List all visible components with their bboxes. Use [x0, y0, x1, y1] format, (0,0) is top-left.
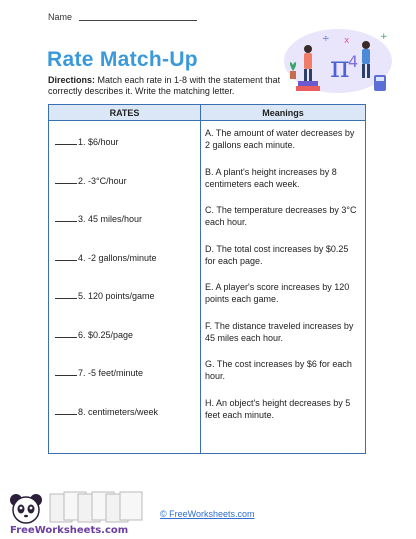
- answer-blank[interactable]: [55, 298, 77, 299]
- panda-icon: [10, 494, 42, 523]
- rate-matching-table: [48, 104, 366, 454]
- directions: [48, 75, 288, 97]
- meaning-item: C. The temperature decreases by 3°C each hour.: [205, 205, 357, 227]
- worksheet-stack-icon: [50, 492, 142, 522]
- meanings-header: Meanings: [201, 105, 366, 121]
- rate-item: [49, 176, 200, 215]
- name-label: Name: [48, 12, 73, 22]
- svg-text:π: π: [330, 50, 350, 85]
- calculator-icon: [374, 75, 386, 91]
- logo-text: FreeWorksheets.com: [10, 525, 129, 536]
- answer-blank[interactable]: [55, 375, 77, 376]
- rate-label: 8. centimeters/week: [78, 406, 159, 417]
- meaning-item: D. The total cost increases by $0.25 for each page.: [205, 243, 349, 266]
- rate-label: 4. -2 gallons/minute: [78, 252, 157, 263]
- plus-symbol-icon: +: [380, 32, 388, 42]
- rate-label: 1. $6/hour: [78, 137, 119, 147]
- rate-label: 6. $0.25/page: [78, 329, 134, 340]
- answer-blank[interactable]: [55, 221, 77, 222]
- meanings-column: [201, 121, 366, 454]
- multiply-symbol-icon: x: [344, 36, 350, 46]
- rate-item: [49, 291, 200, 330]
- meaning-item: F. The distance traveled increases by 45 miles each hour.: [205, 320, 354, 343]
- meaning-item: E. A player's score increases by 120 points each game.: [205, 282, 350, 304]
- name-row: [48, 12, 197, 22]
- answer-blank[interactable]: [55, 337, 77, 338]
- name-input-line[interactable]: [79, 20, 197, 21]
- answer-blank[interactable]: [55, 183, 77, 184]
- book-stack-icon: [296, 81, 320, 91]
- rates-column: [49, 121, 201, 454]
- rate-item: [49, 253, 200, 292]
- math-illustration: [282, 25, 394, 97]
- directions-text: Match each rate in 1-8 with the statement that correctly describes it. Write the matching letter.: [48, 75, 281, 96]
- worksheet-title: Rate Match-Up: [47, 48, 198, 71]
- pi-symbol-icon: [330, 50, 350, 85]
- divide-symbol-icon: ÷: [322, 34, 330, 44]
- footer-website-link[interactable]: © FreeWorksheets.com: [160, 509, 255, 519]
- answer-blank[interactable]: [55, 414, 77, 415]
- table-body-row: [49, 121, 366, 454]
- directions-label: Directions:: [48, 75, 96, 85]
- meaning-item: G. The cost increases by $6 for each hour.: [205, 359, 352, 381]
- freeworksheets-logo: [6, 488, 156, 536]
- table-header-row: [49, 105, 366, 121]
- rates-header: RATES: [49, 105, 201, 121]
- rate-label: 5. 120 points/game: [78, 291, 155, 301]
- rate-item: [49, 214, 200, 253]
- rate-item: [49, 407, 200, 446]
- rate-item: [49, 368, 200, 407]
- meaning-item: A. The amount of water decreases by 2 gallons each minute.: [205, 128, 355, 150]
- rate-item: [49, 137, 200, 176]
- number-four-icon: 4: [348, 52, 359, 71]
- rate-label: 3. 45 miles/hour: [78, 214, 143, 224]
- rate-item: [49, 330, 200, 369]
- answer-blank[interactable]: [55, 260, 77, 261]
- meaning-item: B. A plant's height increases by 8 centimeters each week.: [205, 166, 337, 189]
- answer-blank[interactable]: [55, 144, 77, 145]
- meaning-item: H. An object's height decreases by 5 feet each minute.: [205, 397, 351, 420]
- rate-label: 2. -3°C/hour: [78, 175, 127, 186]
- rate-label: 7. -5 feet/minute: [78, 368, 144, 378]
